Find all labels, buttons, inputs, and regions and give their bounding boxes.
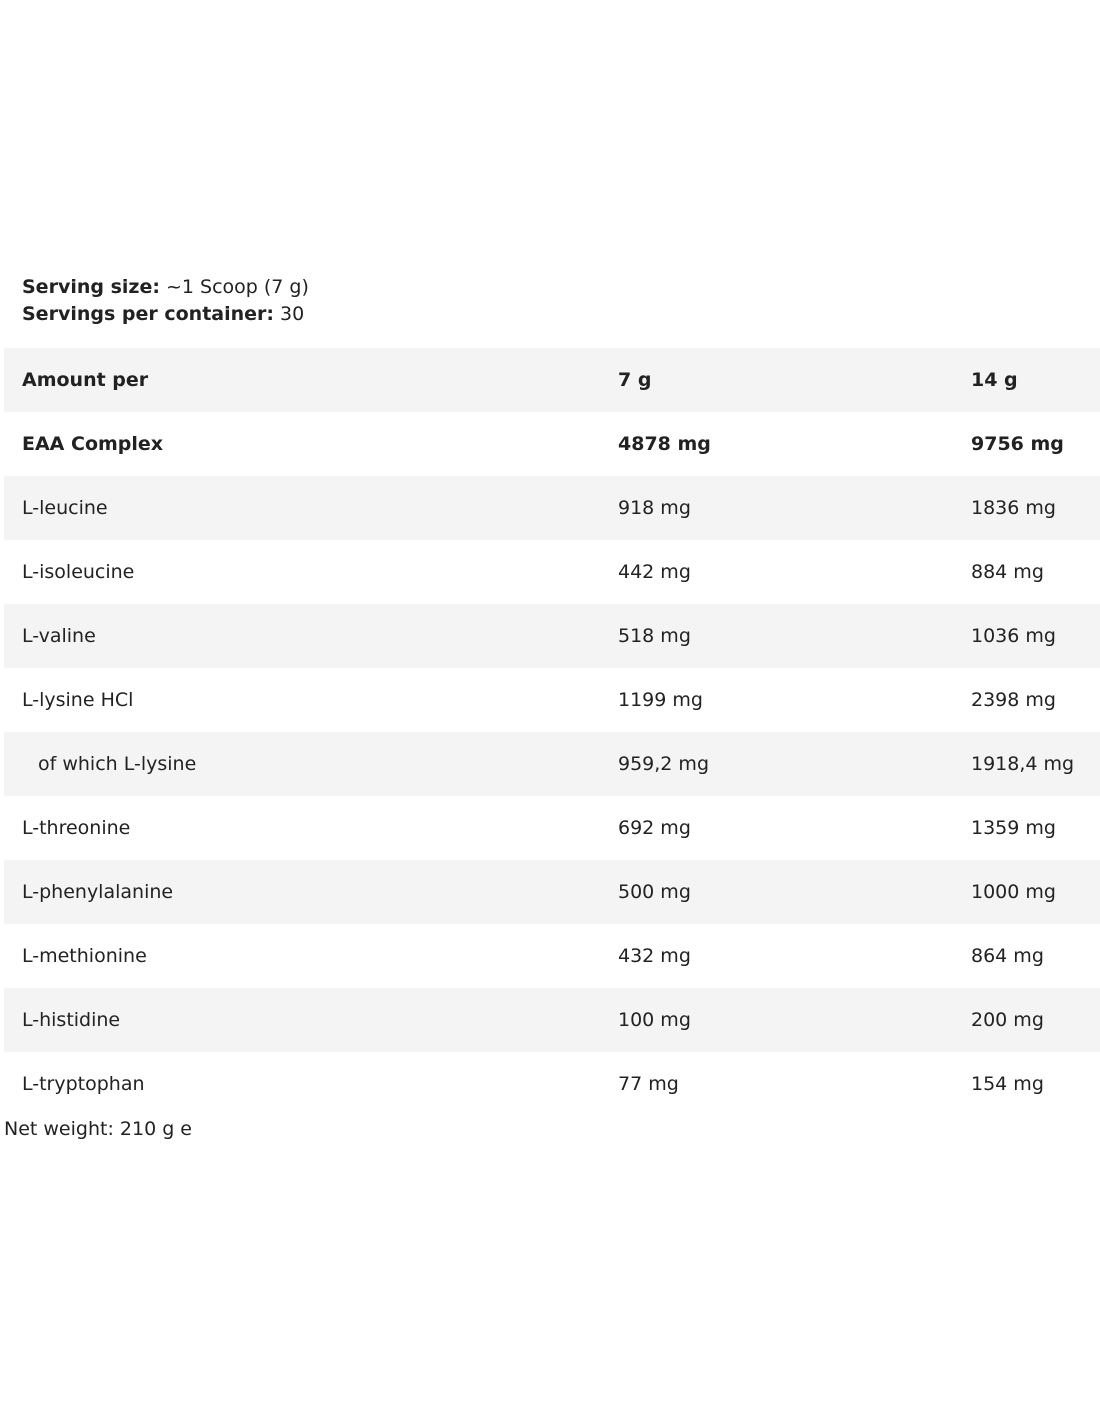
row-value-14g: 1836 mg	[971, 497, 1056, 519]
table-row	[4, 412, 1100, 476]
table-row	[4, 796, 1100, 860]
serving-size	[22, 274, 309, 301]
header-col-14g: 14 g	[971, 369, 1018, 391]
table-row	[4, 924, 1100, 988]
row-name: L-threonine	[22, 817, 131, 839]
row-name: L-histidine	[22, 1009, 121, 1031]
row-value-7g: 100 mg	[618, 1009, 691, 1031]
row-value-14g: 200 mg	[971, 1009, 1044, 1031]
row-name: L-leucine	[22, 497, 108, 519]
servings-per-container-label: Servings per container:	[22, 303, 275, 325]
row-name: L-isoleucine	[22, 561, 135, 583]
row-name: of which L-lysine	[38, 753, 197, 775]
net-weight: Net weight: 210 g е	[4, 1118, 192, 1140]
servings-per-container-value: 30	[274, 303, 305, 325]
row-name: L-lysine HCl	[22, 689, 134, 711]
table-header-row	[4, 348, 1100, 412]
nutrition-table	[4, 348, 1100, 1116]
serving-info	[22, 274, 309, 328]
row-value-14g: 864 mg	[971, 945, 1044, 967]
row-value-14g: 1000 mg	[971, 881, 1056, 903]
row-name: L-tryptophan	[22, 1073, 145, 1095]
serving-size-label: Serving size:	[22, 276, 160, 298]
row-value-14g: 9756 mg	[971, 433, 1064, 455]
row-value-7g: 959,2 mg	[618, 753, 710, 775]
row-value-7g: 692 mg	[618, 817, 691, 839]
table-row	[4, 732, 1100, 796]
row-value-14g: 1036 mg	[971, 625, 1056, 647]
row-value-7g: 500 mg	[618, 881, 691, 903]
row-value-14g: 154 mg	[971, 1073, 1044, 1095]
row-value-7g: 432 mg	[618, 945, 691, 967]
row-name: EAA Complex	[22, 433, 164, 455]
header-col-7g: 7 g	[618, 369, 652, 391]
row-value-14g: 884 mg	[971, 561, 1044, 583]
table-row	[4, 540, 1100, 604]
table-row	[4, 1052, 1100, 1116]
row-value-14g: 1918,4 mg	[971, 753, 1075, 775]
table-row	[4, 860, 1100, 924]
row-name: L-phenylalanine	[22, 881, 174, 903]
row-name: L-methionine	[22, 945, 147, 967]
row-value-7g: 442 mg	[618, 561, 691, 583]
row-name: L-valine	[22, 625, 96, 647]
table-row	[4, 476, 1100, 540]
table-row	[4, 604, 1100, 668]
row-value-7g: 4878 mg	[618, 433, 711, 455]
serving-size-value: ~1 Scoop (7 g)	[159, 276, 309, 298]
servings-per-container	[22, 301, 309, 328]
header-amount-per: Amount per	[22, 369, 149, 391]
row-value-7g: 1199 mg	[618, 689, 703, 711]
table-row	[4, 988, 1100, 1052]
row-value-14g: 2398 mg	[971, 689, 1056, 711]
row-value-7g: 77 mg	[618, 1073, 679, 1095]
row-value-7g: 518 mg	[618, 625, 691, 647]
table-row	[4, 668, 1100, 732]
row-value-7g: 918 mg	[618, 497, 691, 519]
row-value-14g: 1359 mg	[971, 817, 1056, 839]
